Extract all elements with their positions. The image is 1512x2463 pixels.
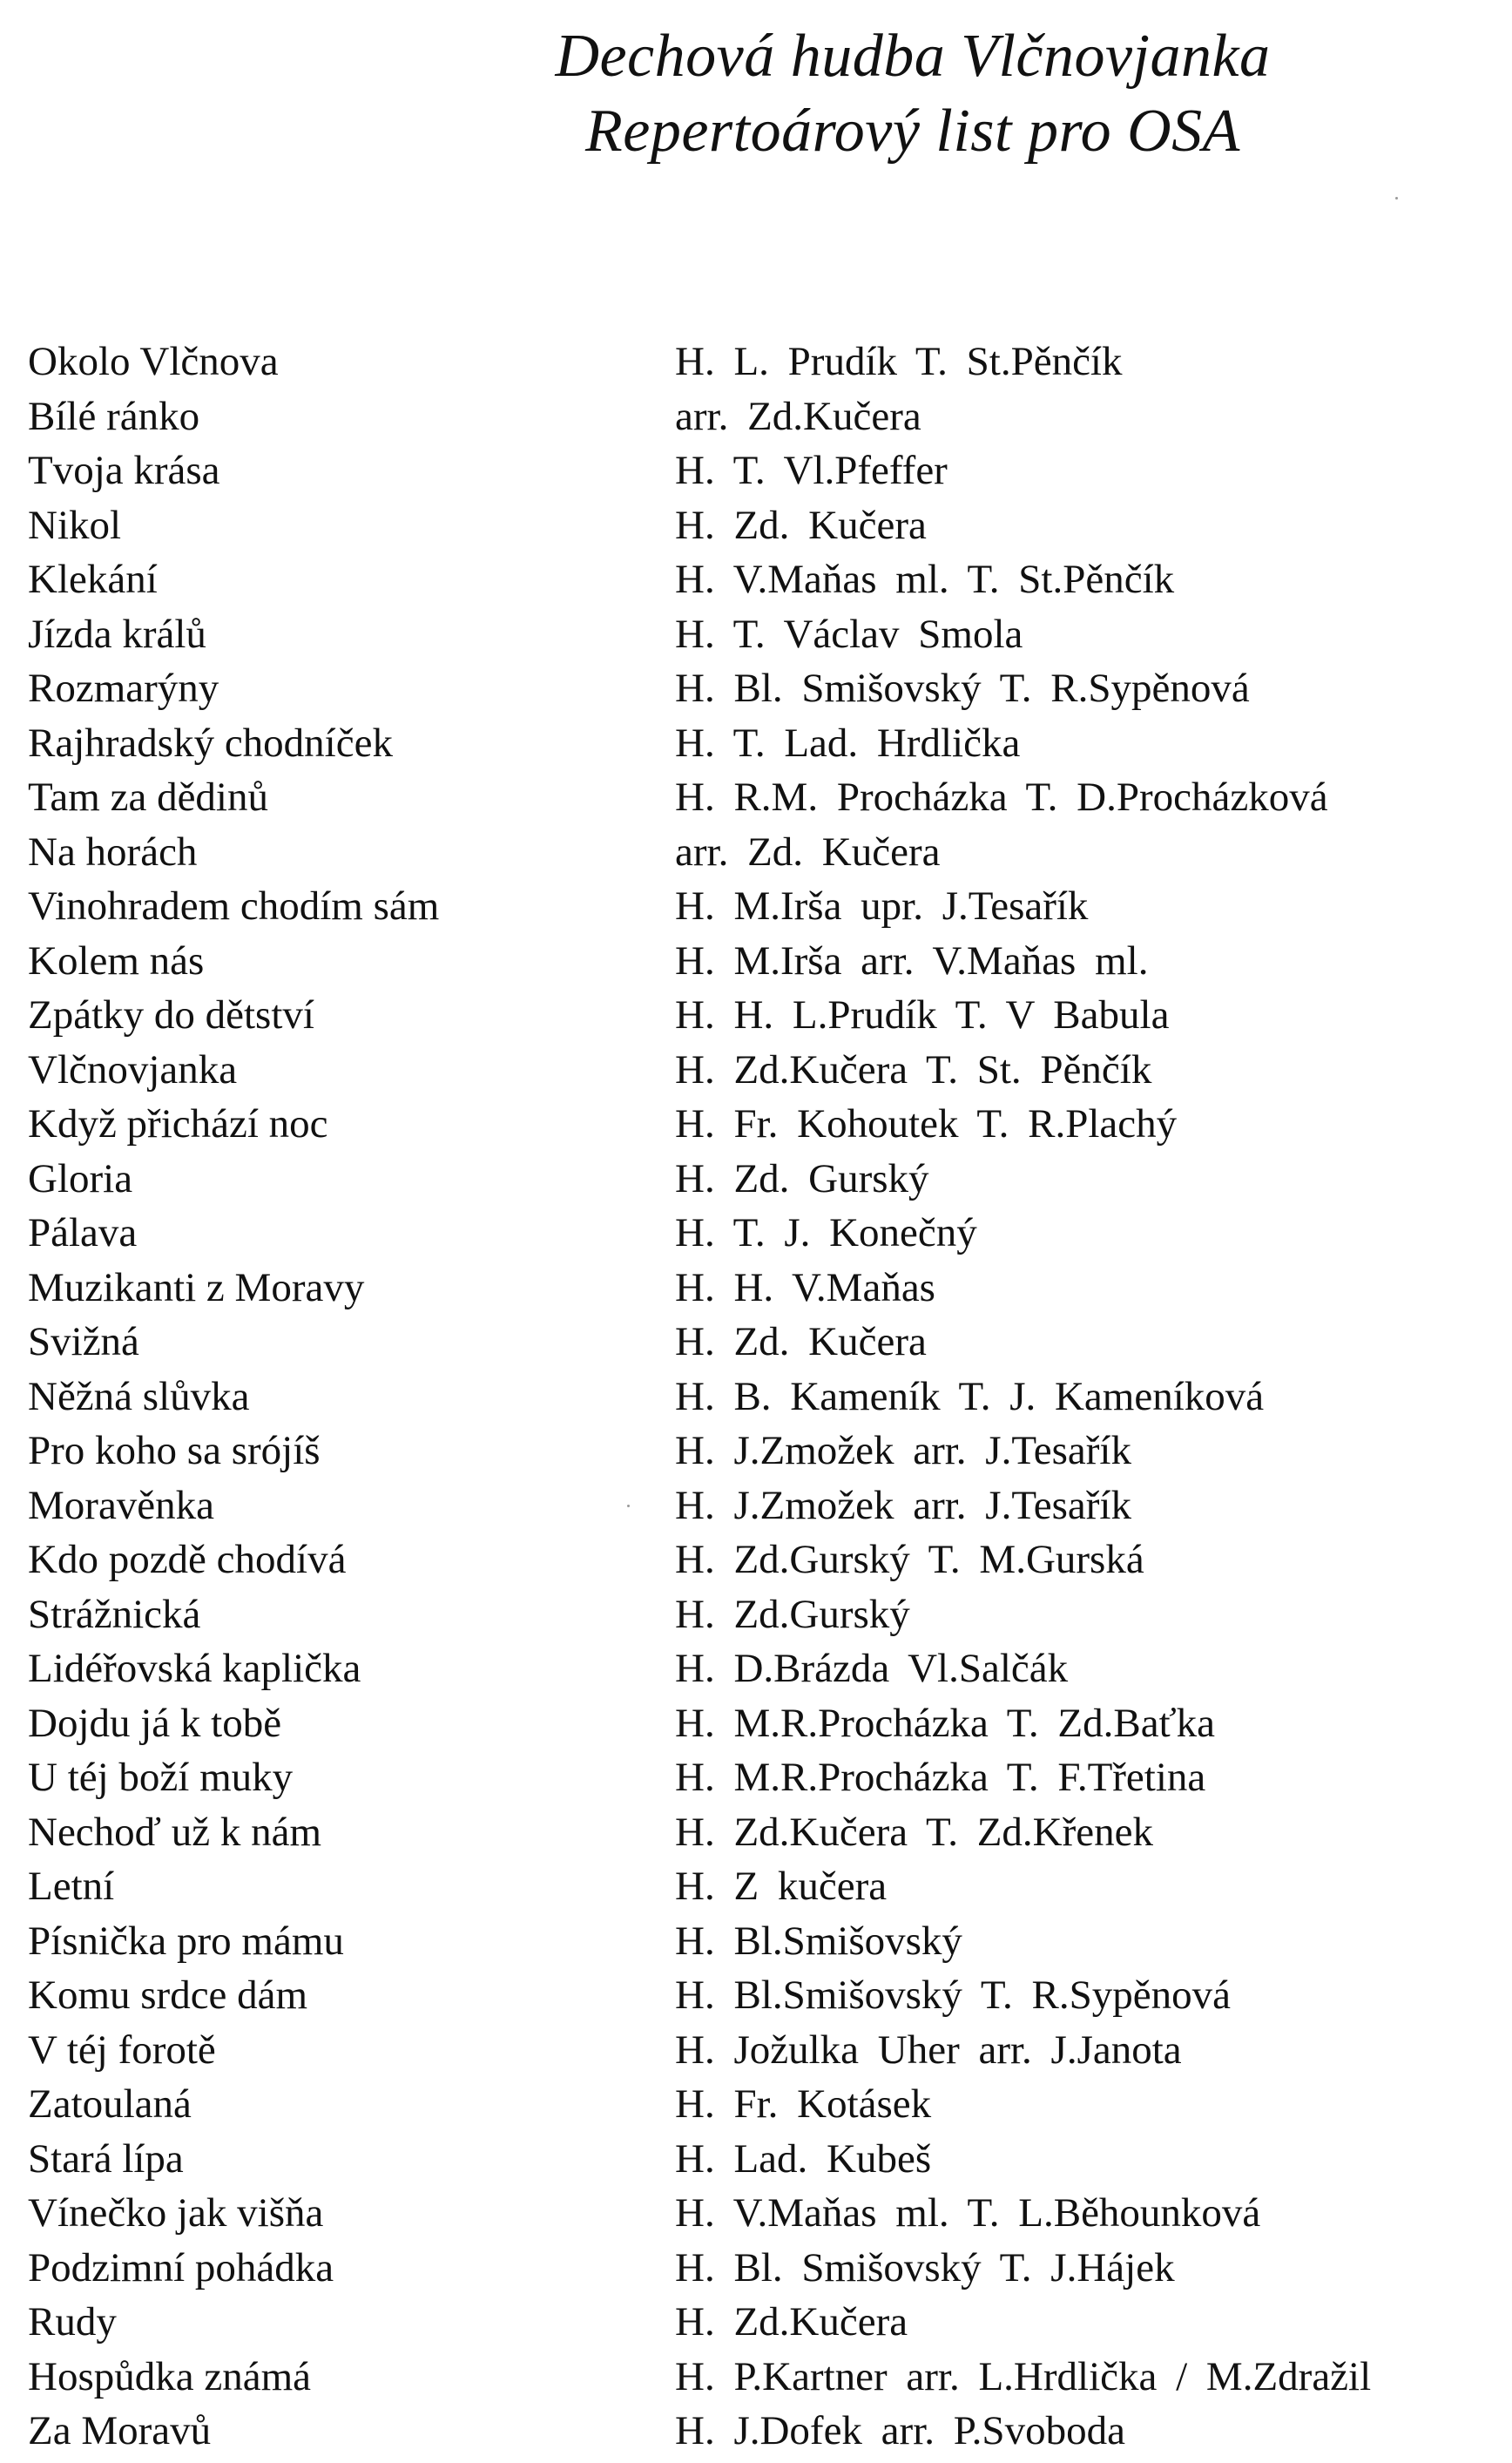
song-title: Kolem nás (28, 937, 205, 984)
header-subtitle: Repertoárový list pro OSA (585, 98, 1240, 165)
song-title: Tvoja krása (28, 448, 220, 493)
repertoire-row (0, 1533, 1512, 1587)
song-title: Něžná slůvka (28, 1373, 250, 1419)
repertoire-row (0, 335, 1512, 389)
repertoire-row (0, 443, 1512, 498)
repertoire-row (0, 498, 1512, 553)
repertoire-row (0, 661, 1512, 716)
repertoire-row (0, 1805, 1512, 1860)
repertoire-row (0, 1043, 1512, 1098)
repertoire-row (0, 552, 1512, 607)
repertoire-row (0, 1097, 1512, 1152)
repertoire-row (0, 2077, 1512, 2132)
song-credits: H. J.Zmožek arr. J.Tesařík (675, 1428, 1131, 1473)
repertoire-row (0, 389, 1512, 444)
song-title: Muzikanti z Moravy (28, 1264, 365, 1310)
song-title: Nechoď už k nám (28, 1809, 322, 1855)
scan-speck (1395, 197, 1398, 200)
song-title: Vínečko jak višňa (28, 2190, 324, 2236)
song-credits: H. Zd. Gurský (675, 1155, 929, 1201)
repertoire-row (0, 825, 1512, 880)
repertoire-row (0, 1587, 1512, 1642)
repertoire-row (0, 1968, 1512, 2023)
song-title: Dojdu já k tobě (28, 1700, 282, 1746)
repertoire-row (0, 2241, 1512, 2296)
song-title: Rudy (28, 2299, 117, 2345)
song-credits: H. Jožulka Uher arr. J.Janota (675, 2027, 1182, 2073)
song-title: Okolo Vlčnova (28, 339, 279, 384)
song-credits: H. Zd.Kučera (675, 2299, 908, 2345)
song-credits: H. Z kučera (675, 1864, 888, 1909)
song-credits: H. Bl. Smišovský T. J.Hájek (675, 2244, 1175, 2290)
song-title: Tam za dědinů (28, 775, 268, 820)
song-title: Strážnická (28, 1591, 201, 1637)
repertoire-row (0, 1315, 1512, 1370)
repertoire-row (0, 1914, 1512, 1969)
song-credits: H. T. Václav Smola (675, 611, 1023, 657)
repertoire-row (0, 2350, 1512, 2405)
repertoire-row (0, 1641, 1512, 1696)
song-credits: H. Zd. Kučera (675, 1319, 927, 1364)
song-title: U téj boží muky (28, 1755, 294, 1800)
song-credits: H. M.R.Procházka T. F.Třetina (675, 1755, 1206, 1800)
song-title: Stará lípa (28, 2135, 184, 2182)
song-credits: H. V.Maňas ml. T. L.Běhounková (675, 2190, 1261, 2236)
song-credits: H. P.Kartner arr. L.Hrdlička / M.Zdražil (675, 2353, 1372, 2399)
song-credits: H. H. V.Maňas (675, 1264, 935, 1310)
song-credits: H. D.Brázda Vl.Salčák (675, 1646, 1069, 1691)
song-title: Komu srdce dám (28, 1972, 308, 2018)
repertoire-row (0, 2186, 1512, 2241)
song-credits: H. Fr. Kohoutek T. R.Plachý (675, 1101, 1178, 1147)
repertoire-row (0, 1478, 1512, 1533)
repertoire-row (0, 607, 1512, 662)
song-credits: H. Bl. Smišovský T. R.Sypěnová (675, 666, 1250, 711)
repertoire-row (0, 716, 1512, 771)
song-credits: H. Zd.Gurský T. M.Gurská (675, 1537, 1144, 1582)
song-credits: H. Fr. Kotásek (675, 2081, 932, 2127)
song-credits: H. L. Prudík T. St.Pěnčík (675, 339, 1123, 384)
song-credits: H. Zd.Gurský (675, 1591, 910, 1637)
repertoire-row (0, 988, 1512, 1043)
song-title: Bílé ránko (28, 393, 200, 439)
song-title: Nikol (28, 502, 122, 548)
repertoire-row (0, 1696, 1512, 1751)
repertoire-row (0, 2132, 1512, 2187)
song-credits: H. R.M. Procházka T. D.Procházková (675, 775, 1328, 820)
song-credits: H. B. Kameník T. J. Kameníková (675, 1373, 1265, 1419)
song-title: Jízda králů (28, 611, 206, 657)
song-title: Svižná (28, 1319, 139, 1364)
song-credits: H. J.Zmožek arr. J.Tesařík (675, 1482, 1131, 1528)
repertoire-row (0, 879, 1512, 934)
song-title: Vinohradem chodím sám (28, 883, 440, 929)
repertoire-row (0, 1261, 1512, 1316)
song-credits: H. H. L.Prudík T. V Babula (675, 992, 1170, 1038)
song-title: V téj forotě (28, 2027, 216, 2073)
song-title: Hospůdka známá (28, 2353, 311, 2399)
song-title: Písnička pro mámu (28, 1918, 344, 1964)
song-title: Rajhradský chodníček (28, 720, 393, 766)
repertoire-row (0, 934, 1512, 989)
song-title: Zatoulaná (28, 2081, 192, 2127)
repertoire-list (0, 335, 1512, 2459)
song-credits: H. J.Dofek arr. P.Svoboda (675, 2408, 1125, 2453)
repertoire-row (0, 1206, 1512, 1261)
repertoire-row (0, 1424, 1512, 1478)
song-title: Zpátky do dětství (28, 992, 314, 1038)
song-credits: arr. Zd. Kučera (675, 829, 941, 875)
song-title: Pro koho sa srójíš (28, 1428, 321, 1473)
song-title: Moravěnka (28, 1482, 215, 1528)
song-title: Lidéřovská kaplička (28, 1646, 361, 1691)
song-credits: H. V.Maňas ml. T. St.Pěnčík (675, 557, 1175, 602)
document-header (0, 19, 1512, 169)
repertoire-row (0, 2023, 1512, 2078)
repertoire-row (0, 2295, 1512, 2350)
song-credits: H. Zd.Kučera T. St. Pěnčík (675, 1046, 1152, 1093)
song-credits: arr. Zd.Kučera (675, 393, 921, 439)
song-title: Pálava (28, 1210, 138, 1255)
song-title: Za Moravů (28, 2408, 212, 2453)
song-credits: H. Zd. Kučera (675, 502, 927, 548)
repertoire-row (0, 1859, 1512, 1914)
repertoire-row (0, 2404, 1512, 2459)
song-credits: H. Bl.Smišovský (675, 1918, 962, 1964)
repertoire-row (0, 770, 1512, 825)
song-title: Podzimní pohádka (28, 2244, 334, 2290)
repertoire-row (0, 1750, 1512, 1805)
song-title: Letní (28, 1864, 115, 1909)
song-title: Rozmarýny (28, 666, 219, 711)
song-title: Když přichází noc (28, 1101, 328, 1147)
song-credits: H. T. J. Konečný (675, 1210, 977, 1255)
repertoire-row (0, 1152, 1512, 1207)
song-credits: H. Bl.Smišovský T. R.Sypěnová (675, 1972, 1232, 2018)
song-credits: H. M.Irša arr. V.Maňas ml. (675, 937, 1149, 984)
song-credits: H. M.R.Procházka T. Zd.Baťka (675, 1700, 1216, 1746)
song-credits: H. M.Irša upr. J.Tesařík (675, 883, 1089, 929)
song-credits: H. Lad. Kubeš (675, 2135, 932, 2182)
repertoire-row (0, 1370, 1512, 1424)
song-title: Vlčnovjanka (28, 1046, 238, 1093)
song-title: Gloria (28, 1155, 133, 1201)
song-credits: H. T. Vl.Pfeffer (675, 448, 948, 493)
song-credits: H. T. Lad. Hrdlička (675, 720, 1021, 766)
song-title: Na horách (28, 829, 198, 875)
song-title: Klekání (28, 557, 158, 602)
song-credits: H. Zd.Kučera T. Zd.Křenek (675, 1809, 1153, 1855)
header-band-name: Dechová hudba Vlčnovjanka (555, 23, 1271, 90)
song-title: Kdo pozdě chodívá (28, 1537, 347, 1582)
